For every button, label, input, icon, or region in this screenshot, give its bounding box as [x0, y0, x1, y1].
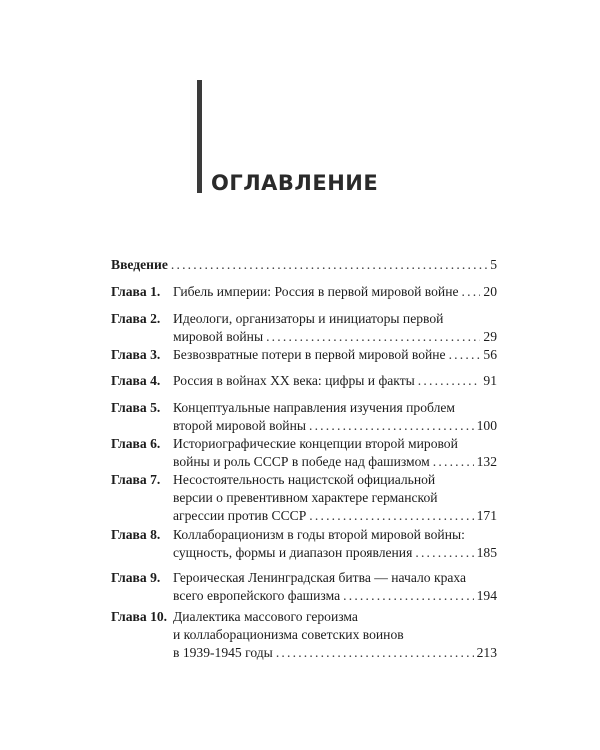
chapter-title-line: второй мировой войны — [173, 418, 306, 433]
toc-leader-line — [173, 587, 497, 605]
toc-leader-line — [173, 328, 497, 346]
chapter-label: Глава 2. — [111, 311, 161, 326]
chapter-title — [173, 346, 497, 364]
toc-leader-line — [173, 372, 497, 390]
chapter-label: Глава 7. — [111, 472, 161, 487]
toc-page-number: 91 — [483, 373, 497, 388]
toc-page-number: 29 — [483, 329, 497, 344]
chapter-title-line: Диалектика массового героизма — [173, 609, 358, 624]
dot-leader — [171, 256, 487, 274]
chapter-title — [173, 569, 497, 605]
dot-leader — [433, 453, 474, 471]
chapter-title-line: версии о превентивном характере германской — [173, 490, 438, 505]
chapter-title-line: агрессии против СССР — [173, 508, 307, 523]
chapter-label: Глава 3. — [111, 347, 161, 362]
chapter-title — [173, 471, 497, 525]
chapter-title-line: всего европейского фашизма — [173, 588, 341, 603]
toc-leader-line — [173, 453, 497, 471]
chapter-label: Глава 6. — [111, 436, 161, 451]
chapter-title-line: Несостоятельность нацистской официальной — [173, 472, 436, 487]
chapter-title-line: мировой войны — [173, 329, 264, 344]
toc-leader-line — [173, 283, 497, 301]
chapter-title-line: войны и роль СССР в победе над фашизмом — [173, 454, 430, 469]
chapter-title-line: в 1939-1945 годы — [173, 645, 273, 660]
chapter-title-line: и коллаборационизма советских воинов — [173, 627, 404, 642]
chapter-title — [173, 283, 497, 301]
toc-leader-line — [173, 544, 497, 562]
chapter-label: Глава 8. — [111, 527, 161, 542]
chapter-title-line: Историографические концепции второй мировой — [173, 436, 458, 451]
toc-leader-line — [173, 417, 497, 435]
chapter-title — [173, 526, 497, 562]
chapter-label: Глава 1. — [111, 284, 161, 299]
toc-page-number: 56 — [483, 347, 497, 362]
chapter-title — [173, 372, 497, 390]
chapter-title-line: Концептуальные направления изучения проблем — [173, 400, 455, 415]
title-accent-bar — [197, 80, 202, 193]
chapter-title-line: Коллаборационизм в годы второй мировой войны: — [173, 527, 465, 542]
toc-page-number: 171 — [476, 508, 497, 523]
toc-leader-line — [173, 346, 497, 364]
toc-leader-line — [173, 644, 497, 662]
chapter-title-line: Идеологи, организаторы и инициаторы первой — [173, 311, 444, 326]
dot-leader — [449, 346, 481, 364]
chapter-label: Глава 4. — [111, 373, 161, 388]
chapter-label: Глава 10. — [111, 609, 168, 624]
chapter-title-line: Героическая Ленинградская битва — начало краха — [173, 570, 467, 585]
dot-leader — [462, 283, 481, 301]
dot-leader — [276, 644, 474, 662]
toc-entry-label: Введение — [111, 257, 168, 272]
toc-page-number: 20 — [483, 284, 497, 299]
toc-page-number: 185 — [476, 545, 497, 560]
toc-page-number: 5 — [490, 257, 497, 272]
toc-entry-intro[interactable] — [111, 256, 497, 274]
chapter-title-line: Безвозвратные потери в первой мировой войне — [173, 347, 446, 362]
page-title: ОГЛАВЛЕНИЕ — [211, 171, 379, 195]
dot-leader — [415, 544, 473, 562]
toc-page-number: 194 — [476, 588, 497, 603]
toc-leader-line — [173, 507, 497, 525]
chapter-label: Глава 5. — [111, 400, 161, 415]
chapter-title — [173, 435, 497, 471]
dot-leader — [418, 372, 481, 390]
chapter-title — [173, 399, 497, 435]
toc-page-number: 213 — [476, 645, 497, 660]
toc-leader-line — [111, 256, 497, 274]
chapter-title — [173, 310, 497, 346]
dot-leader — [266, 328, 480, 346]
toc-page-number: 132 — [476, 454, 497, 469]
chapter-title — [173, 608, 497, 662]
dot-leader — [343, 587, 473, 605]
toc-page-number: 100 — [476, 418, 497, 433]
dot-leader — [309, 507, 473, 525]
dot-leader — [309, 417, 474, 435]
chapter-title-line: Гибель империи: Россия в первой мировой войне — [173, 284, 459, 299]
chapter-title-line: сущность, формы и диапазон проявления — [173, 545, 413, 560]
chapter-label: Глава 9. — [111, 570, 161, 585]
chapter-title-line: Россия в войнах XX века: цифры и факты — [173, 373, 415, 388]
